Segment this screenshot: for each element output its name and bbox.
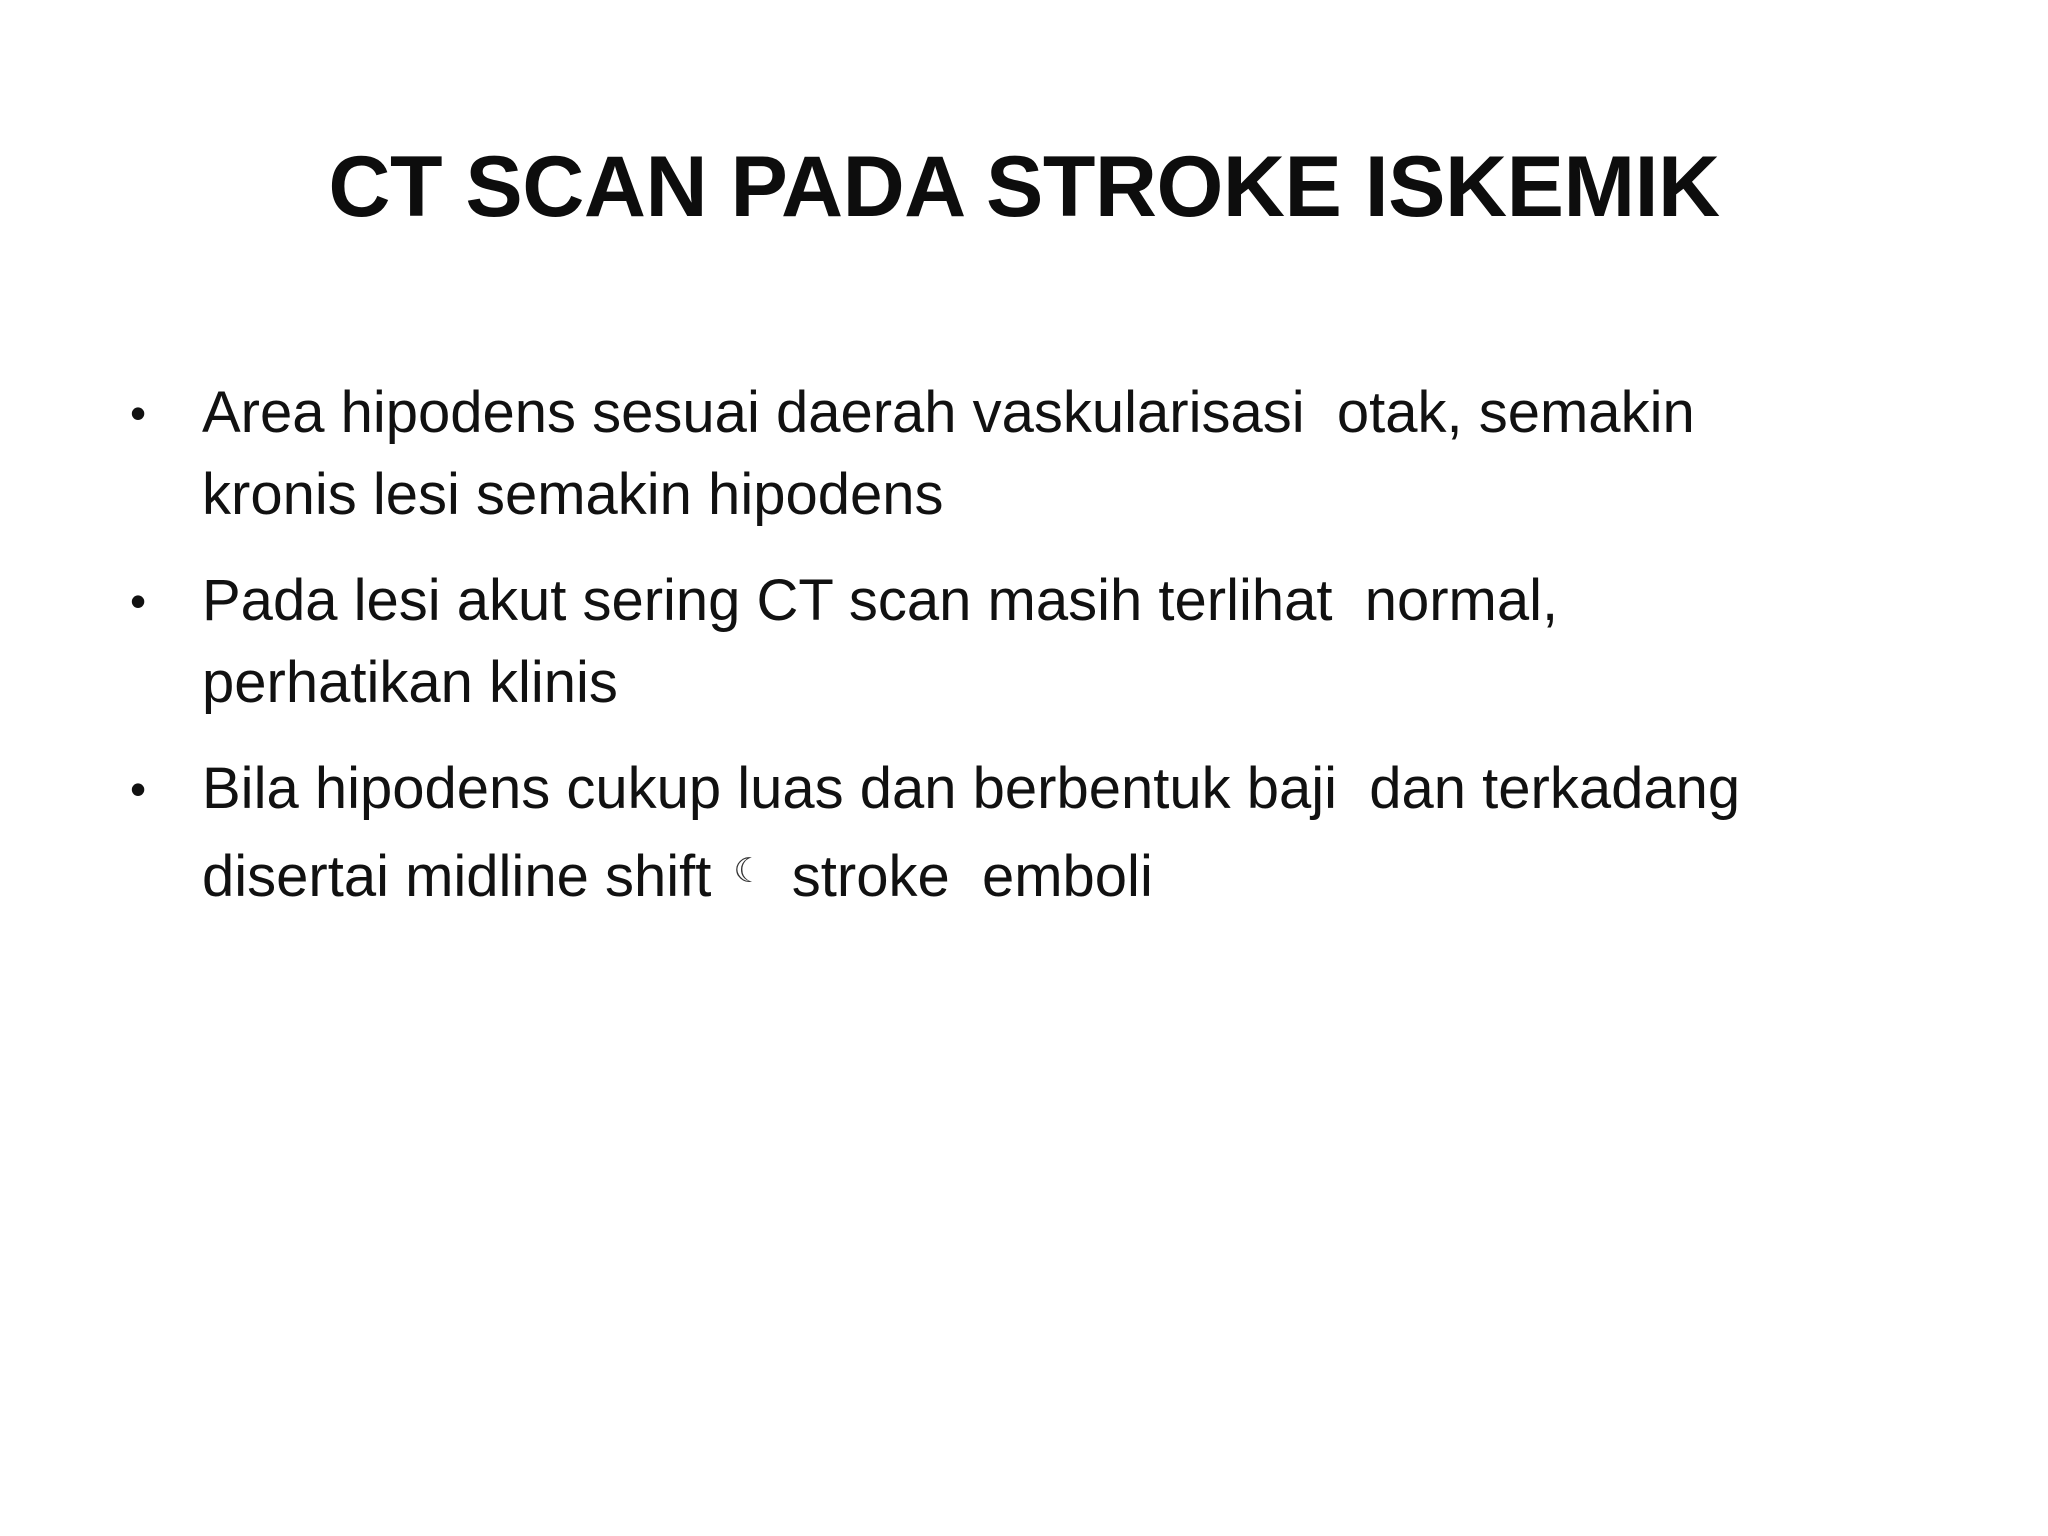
list-item [120,560,1920,724]
bullet-3-line-1: Bila hipodens cukup luas dan berbentuk baji dan terkadang [202,756,1741,821]
bullet-list [120,372,1920,942]
bullet-dot-icon: • [130,387,147,439]
bullet-dot-icon: • [130,575,147,627]
bullet-dot-icon: • [130,763,147,815]
bullet-3-line-2 [202,830,1920,918]
bullet-2-line-1: Pada lesi akut sering CT scan masih terlihat normal, [202,568,1559,633]
bullet-3-line-2-before: disertai midline shift [202,844,712,909]
list-item [120,748,1920,918]
bullet-1-line-2: kronis lesi semakin hipodens [202,462,944,527]
list-item [120,372,1920,536]
slide-title: CT SCAN PADA STROKE ISKEMIK [328,139,1720,235]
bullet-2-line-2: perhatikan klinis [202,650,618,715]
bullet-1-line-1: Area hipodens sesuai daerah vaskularisasi otak, semakin [202,380,1695,445]
bullet-3-line-2-after: stroke emboli [791,844,1153,909]
crescent-moon-icon: ☾ [733,852,764,890]
